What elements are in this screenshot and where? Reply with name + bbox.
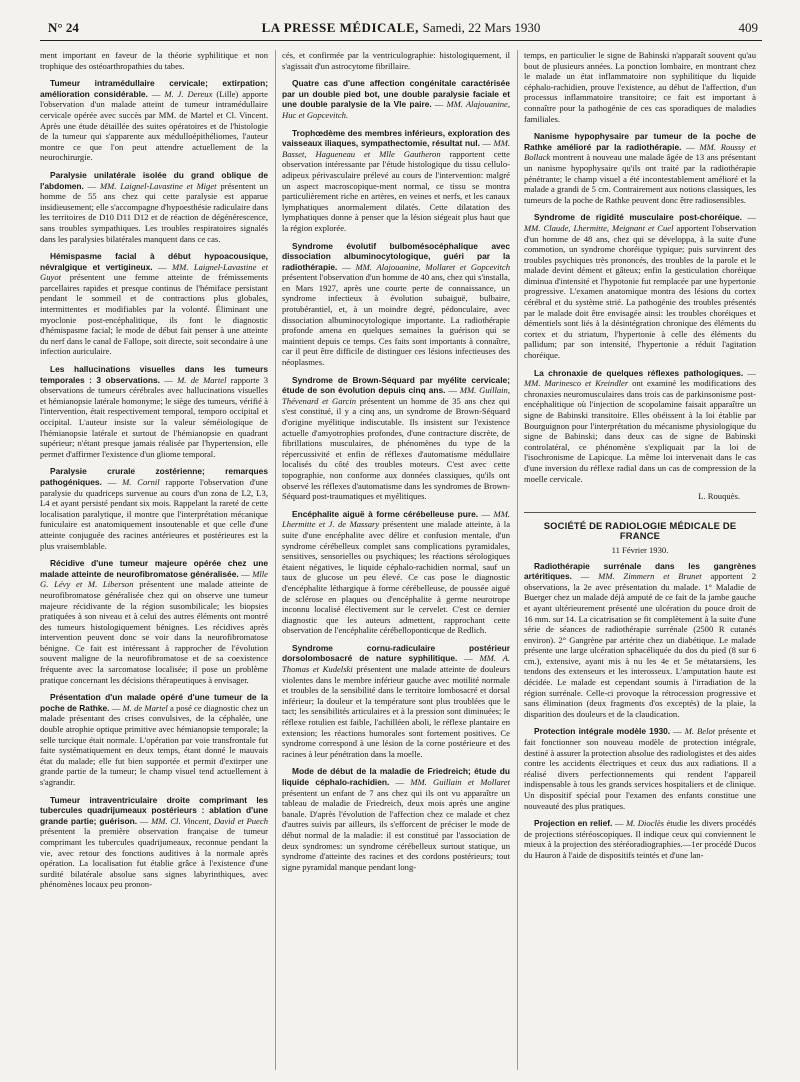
entry-heading: Présentation d'un malade opéré d'une tumeur de la poche de Rathke. (40, 692, 268, 713)
report-entry: Quatre cas d'une affection congénitale caractérisée par un double pied bot, une double paralysie faciale et une double paralysie de la VIe paire. — MM. Alajouanine, Huc et Gopcevitch. (282, 78, 510, 120)
entry-heading: Tumeur intraventriculaire droite comprimant les tubercules quadrijumeaux postérieurs : ablation d'une grande partie; guérison. (40, 794, 268, 826)
entry-body: a posé ce diagnostic chez un malade présentant des crises convulsives, de la céphalée, une double atrophie optique primitive avec hémianopsie temporale; la selle turcique était normale. L'opération par voie transfrontale fut faite systématiquement en deux temps, étant donné le mauvais état du malade; elle fut bien supportée et permit d'extirper une grande partie de la tumeur; le champ visuel tend actuellement à s'agrandir. (40, 702, 268, 787)
entry-heading: Quatre cas d'une affection congénitale caractérisée par un double pied bot, une double paralysie faciale et une double paralysie de la VIe paire. (282, 78, 510, 110)
entry-authors: MM. Marinesco et Kreindler (524, 378, 629, 389)
entry-authors: MM. Zimmern et Brunet (598, 571, 702, 582)
column-3 (524, 50, 756, 1075)
report-entry: Radiothérapie surrénale dans les gangrènes artéritiques. — MM. Zimmern et Brunet apportent 2 observations, la 2e avec présentation du malade. 1° Maladie de Buerger chez un malade déjà amputé de ce fait de la jambe gauche et ayant ultérieurement présenté une ulcération du pouce droit de 16 mm. sur 14. La cicatrisation se fit complètement à la suite d'une série de séances de radiothérapie surrénale (2500 R cutanés environ). 2° Gangrène par artérite chez un diabétique. Le malade présente une large ulcération sphacéliquée du dos du pied (8 sur 6 cm.), extensive, ayant mis à nu les 4e et 5e métatarsiens, les tendons des extenseurs et les interosseux. L'amputation haute est décidée. Le malade est cependant soumis à l'irradiation de la région surrénale. Celle-ci provoque la rétrocession progressive et sans élimination (deux fragments d'os exceptés) de la plaie, la disparition des douleurs et de la claudication. (524, 560, 756, 719)
entry-heading: Syndrome évolutif bulbomésocéphalique avec dissociation albuminocytologique, guéri par la radiothérapie. (282, 240, 510, 272)
entry-body: rapportent cette observation intéressante par l'étude histologique du tissu cellulo-adipeux périvasculaire prélevé au cours de l'intervention: malgré un aspect macroscopique-ment normal, ce tissu se montra particulièrement riche en artères, en veines et nerfs, et les canaux lymphatiques anormalement dilatés. Cette dilatation des lymphatiques donne à penser que la lésion siégeait plus haut que la région explorée. (282, 148, 510, 233)
entry-heading: Paralysie unilatérale isolée du grand oblique de l'abdomen. (40, 169, 268, 191)
entry-body: présentent la première observation française de tumeur comprimant les tubercules quadrijumeaux, reconnue pendant la vie, avec retour des fonctions auditives à la normale après opération. La localisation fut établie grâce à l'existence d'une surdité bilatérale absolue sans signes labyrinthiques, avec phénomènes locaux peu pronon- (40, 826, 268, 890)
entry-authors: MM. Roussy et Bollack (524, 141, 756, 163)
column-1 (40, 50, 268, 1075)
continued-text (524, 50, 756, 124)
entry-authors: M. de Martel (177, 374, 227, 385)
entry-body: cés, et confirmée par la ventriculographie: histologiquement, il s'agissait d'un astrocytome fibrillaire. (282, 50, 510, 71)
entry-authors: M. Cornil (122, 476, 160, 487)
issue-date: Samedi, 22 Mars 1930 (422, 20, 541, 35)
entry-body: rapporte l'observation d'une paralysie du quadriceps survenue au cours d'un zona de L2, L3, L4 et ayant persisté pendant six mois. Rappelant la rareté de cette localisation paralytique, il montre que l'interprétation mécanique funiculaire est anatomiquement insoutenable et que celle d'une atteinte conjuguée des racines antérieures et postérieures est la plus vraisemblable. (40, 476, 268, 551)
report-entry: Paralysie crurale zostérienne; remarques pathogéniques. — M. Cornil rapporte l'observation d'une paralysie du quadriceps survenue au cours d'un zona de L2, L3, L4 et ayant persisté pendant six mois. Rappelant la rareté de cette localisation paralytique, il montre que l'interprétation mécanique funiculaire est anatomiquement insoutenable et que celle d'une atteinte conjuguée des racines antérieures et postérieures est la plus vraisemblable. (40, 466, 268, 551)
entry-heading: Protection intégrale modèle 1930. (534, 726, 671, 737)
running-header (40, 18, 762, 41)
report-entry: Présentation d'un malade opéré d'une tumeur de la poche de Rathke. — M. de Martel a posé ce diagnostic chez un malade présentant des crises convulsives, de la céphalée, une double atrophie optique primitive avec hémianopsie temporale; la selle turcique était normale. L'opération par voie transfrontale fut faite systématiquement en deux temps, étant donné le mauvais état du malade; elle fut bien supportée et permit d'extirper une grande partie de la tumeur; le champ visuel tend actuellement à s'agrandir. (40, 692, 268, 787)
column-2 (282, 50, 510, 1075)
entry-authors: M. J. Dereux (164, 88, 213, 99)
entry-authors: MM. Guillain et Mollaret (410, 777, 510, 787)
entry-body: présentent une malade atteinte de neurofibromatose généralisée chez qui on observe une tumeur majeure récidivante de la région susombilicale; les biopsies pratiquées à son niveau et à celui des autres éléments ont montré des tumeurs histologiquement bénignes. Les récidives après intervention peuvent donc se voir dans la neurofibromatose bénigne. Ce fait est intéressant à rapprocher de l'évolution souvent maligne de la neurofibromatose et de sa coexistence fréquente avec la sarcomatose localisée; il pose un problème pratique concernant les décisions thérapeutiques à envisager. (40, 579, 268, 685)
entry-authors: M. Belot (684, 726, 716, 737)
session-date: 11 Février 1930. (611, 544, 669, 555)
entry-body: (Lille) apporte l'observation d'un malade atteint de tumeur intramédullaire cervicale opérée avec succès par MM. de Martel et Cl. Vincent. Après une étude détaillée des suites opératoires et de l'histologie de la tumeur qui s'apparente aux médulloépithéliomes, l'auteur montre ce que l'on peut attendre actuellement de la neurochirurgie. (40, 88, 268, 163)
report-entry: Encéphalite aiguë à forme cérébelleuse pure. — MM. Lhermitte et J. de Massary présentent une malade atteinte, à la suite d'une encéphalite avec délire et confusion mentale, d'un syndrome cérébelleux complet sans complications pyramidales, sensitives, sensorielles ou psychiques; les réactions sérologiques étaient négatives, le liquide céphalo-rachidien normal, sauf un taux de glucose un peu élevé. Ce cas pose le diagnostic d'encéphalite léthargique à forme cérébelleuse, de poussée aiguë de sclérose en plaques ou d'encéphalite à germe neurotrope inconnu localisé électivement sur le cervelet. C'est ce dernier diagnostic que les auteurs admettent, rapprochant cette observation de l'encéphalite cérébelloponticque de Redlich. (282, 508, 510, 636)
report-entry: Tumeur intraventriculaire droite comprimant les tubercules quadrijumeaux postérieurs : ablation d'une grande partie; guérison. — MM. Cl. Vincent, David et Puech présentent la première observation française de tumeur comprimant les tubercules quadrijumeaux, reconnue pendant la vie, avec retour des fonctions auditives à la normale après opération. La localisation fut établie grâce à l'existence d'une surdité bilatérale absolue sans signes labyrinthiques, avec phénomènes locaux peu pronon- (40, 794, 268, 890)
report-entry: Hémispasme facial à début hypoacousique, névralgique et vertigineux. — MM. Laignel-Lavastine et Guyot présentent une femme atteinte de frémissements parcellaires rapides et presque continus de l'hémiface persistant pendant le sommeil et de contractions plus globales, intermittentes et modifiables par la volonté. Éliminant une myoclonie post-encéphalitique, ils font le diagnostic d'hémispasme facial; le mode de début fait penser à une atteinte du nerf dans le canal de Fallope, soit directe, soit secondaire à une infection auriculaire. (40, 251, 268, 357)
entry-body: apportent 2 observations, la 2e avec présentation du malade. 1° Maladie de Buerger chez un malade déjà amputé de ce fait de la jambe gauche et ayant ultérieurement présenté une ulcération du pouce droit de 16 mm. sur 14. La cicatrisation se fit complètement à la suite d'une série de séances de radiothérapie surrénale (2500 R cutanés environ). 2° Gangrène par artérite chez un diabétique. Le malade présente une large ulcération sphacéliquée du dos du pied (8 sur 6 cm.), extensive, ayant mis à nu les 4e et 5e métatarsiens, les tendons des extenseurs et les interosseux. L'amputation haute est décidée. Le malade est cependant soumis à l'irradiation de la région surrénale. Celle-ci provoque la rétrocession progressive et sans élimination (deux fragments d'os exceptés) de la plaie, la disparition des douleurs et de la claudication. (524, 571, 756, 719)
page-number: 409 (738, 20, 758, 35)
entry-heading: Paralysie crurale zostérienne; remarques pathogéniques. (40, 466, 268, 487)
entry-authors: MM. Guillain, Thévenard et Garcin (282, 385, 510, 406)
report-entry: La chronaxie de quelques réflexes pathologiques. — MM. Marinesco et Kreindler ont examiné les modifications des chronaxies neuromusculaires dans trois cas de parkinsonisme post-encéphalitique où l'injection de scopolamine faisait apparaître un signe de Babinski transitoire. Elles obéissent à la loi établie par Bourguignon pour l'interprétation du mécanisme physiologique du signe de Babinski; dans deux cas de signe de Babinski controlatéral, ce phénomène s'expliquait par la loi de l'isochronisme de Lapicque. La même loi intervenait dans le cas d'une inversion du réflexe radial dans un cas de compression de la moelle cervicale. (524, 367, 756, 484)
society-heading: SOCIÉTÉ DE RADIOLOGIE MÉDICALE DE FRANCE (543, 519, 737, 542)
entry-authors: MM. Alajouanine, Huc et Gopcevitch. (282, 99, 510, 120)
entry-heading: Syndrome cornu-radiculaire postérieur dorsolombosacré de nature syphilitique. (282, 642, 510, 664)
journal-title: LA PRESSE MÉDICALE, (261, 20, 419, 35)
entry-body: ment important en faveur de la théorie syphilitique et non trophique des ostéoarthropathies du tabes. (40, 50, 268, 71)
entry-authors: Mlle G. Lévy et M. Liberson (40, 568, 268, 590)
entry-body: ont examiné les modifications des chronaxies neuromusculaires dans trois cas de parkinsonisme post-encéphalitique où l'injection de scopolamine faisait apparaître un signe de Babinski transitoire. Elles obéissent à la loi établie par Bourguignon pour l'interprétation du mécanisme physiologique du signe de Babinski; dans deux cas de signe de Babinski controlatéral, ce phénomène s'expliquait par la loi de l'isochronisme de Lapicque. La même loi intervenait dans le cas d'une inversion du réflexe radial dans un cas de compression de la moelle cervicale. (524, 378, 756, 484)
report-entry: Trophœdème des membres inférieurs, exploration des vaisseaux iliaques, sympathectomie, résultat nul. — MM. Basset, Hagueneau et Mlle Gautheron rapportent cette observation intéressante par l'étude histologique du tissu cellulo-adipeux périvasculaire prélevé au cours de l'intervention: malgré un aspect macroscopique-ment normal, ce tissu se montra particulièrement riche en artères, en veines et nerfs, et les canaux lymphatiques anormalement dilatés. Cette dilatation des lymphatiques donne à penser que la lésion siégeait plus haut que la région explorée. (282, 127, 510, 233)
entry-body: présentent une malade atteinte, à la suite d'une encéphalite avec délire et confusion mentale, d'un syndrome cérébelleux complet sans complications pyramidales, sensitives, sensorielles ou psychiques; les réactions sérologiques étaient négatives, le liquide céphalo-rachidien normal, sauf un taux de glucose un peu élevé. Ce cas pose le diagnostic d'encéphalite léthargique à forme cérébelleuse, de poussée aiguë de sclérose en plaques ou d'encéphalite à germe neurotrope inconnu localisé électivement sur le cervelet. C'est ce dernier diagnostic que les auteurs admettent, rapprochant cette observation de l'encéphalite cérébelloponticque de Redlich. (282, 519, 510, 636)
report-entry: Syndrome évolutif bulbomésocéphalique avec dissociation albuminocytologique, guéri par la radiothérapie. — MM. Alajouanine, Mollaret et Gopcevitch présentent l'observation d'un homme de 40 ans, chez qui s'installa, en Mars 1927, après une courte perte de connaissance, un syndrome infectieux à évolution subaiguë, bulbaire, protubérantiel, et, à un moindre degré, pédonculaire, avec dissociation albuminocytologique importante. La radiothérapie profonde amena en quelques semaines la guérison qui se maintient depuis ce temps. Ces faits sont importants à connaître, car il peut être difficile de distinguer ces lésions infectieuses des néoplasmes. (282, 240, 510, 368)
continued-text (282, 50, 510, 71)
entry-authors: M. Dioclès (625, 818, 664, 829)
report-entry: Paralysie unilatérale isolée du grand oblique de l'abdomen. — MM. Laignel-Lavastine et Miget présentent un homme de 55 ans chez qui cette paralysie est apparue insidieusement; elle s'accompagne d'hypoesthésie radiculaire dans les territoires de D10 D11 D12 et de réaction de dégénérescence, sans troubles sympathiques. Les troubles respiratoires signalés dans les paralysies bilatérales manquent dans ce cas. (40, 169, 268, 244)
journal-title-line (40, 20, 762, 36)
entry-authors: M. de Martel (122, 702, 168, 713)
report-entry: Syndrome de rigidité musculaire post-choréique. — MM. Claude, Lhermitte, Meignant et Cuel apportent l'observation d'un homme de 48 ans, chez qui se développa, à la suite d'une commotion, un syndrome choréique typique; puis survinrent des troubles psychiques très prononcés, des troubles de la parole et le malade devint dément et gâteux; enfin la gesticulation choréique diminua d'intensité et l'hypotonie fut remplacée par une hypertonie progressive. L'examen anatomique montra des lésions du cortex cérébral et du système strié. La pathogénie des troubles présentés par le malade doit être envisagée ainsi: les troubles choréiques et démentiels sont liés à la désintégration chronique des éléments du cortex et du striatum, l'hypertonie à celle des éléments du pallidum; par son intensité, l'hypertonie a réduit l'agitation choréique. (524, 212, 756, 361)
report-entry: Récidive d'une tumeur majeure opérée chez une malade atteinte de neurofibromatose généralisée. — Mlle G. Lévy et M. Liberson présentent une malade atteinte de neurofibromatose généralisée chez qui on observe une tumeur majeure récidivante de la région susombilicale; les biopsies pratiquées à son niveau et à celui des autres éléments ont montré des tumeurs histologiquement bénignes. Les récidives après intervention peuvent donc se voir dans la neurofibromatose bénigne. Ce fait est intéressant à rapprocher de l'évolution souvent maligne de la neurofibromatose et de sa coexistence fréquente avec la sarcomatose localisée; il pose un problème pratique concernant les décisions thérapeutiques à envisager. (40, 558, 268, 685)
entry-body: présentent une femme atteinte de frémissements parcellaires rapides et presque continus de l'hémiface persistant pendant le sommeil et de contractions plus globales, intermittentes et modifiables par la volonté. Éliminant une myoclonie post-encéphalitique, ils font le diagnostic d'hémispasme facial; le mode de début fait penser à une atteinte du nerf dans le canal de Fallope, soit directe, soit secondaire à une infection auriculaire. (40, 272, 268, 357)
column-rule (517, 50, 518, 1070)
report-entry: Mode de début de la maladie de Friedreich; étude du liquide céphalo-rachidien. — MM. Guillain et Mollaret présentent un enfant de 7 ans chez qui ils ont vu apparaître un tableau de maladie de Friedreich, deux mois après une angine banale. D'après l'évolution de l'affection chez ce malade et chez d'autres suivis par ailleurs, ils s'efforcent de préciser le mode de début normal de la maladie: il est constitué par l'association de deux syndromes: un syndrome cérébelleux surtout statique, un syndrome d'atteinte des racines et des cordons postérieurs; tout signe pyramidal manque pendant long- (282, 766, 510, 872)
entry-heading: La chronaxie de quelques réflexes pathologiques. (534, 367, 744, 378)
entry-body: présentent l'observation d'un homme de 40 ans, chez qui s'installa, en Mars 1927, après une courte perte de connaissance, un syndrome infectieux à évolution subaiguë, bulbaire, protubérantiel, et, à un moindre degré, pédonculaire, avec dissociation albuminocytologique importante. La radiothérapie profonde amena en quelques semaines la guérison qui se maintient depuis ce temps. Ces faits sont importants à connaître, car il peut être difficile de distinguer ces lésions infectieuses des néoplasmes. (282, 272, 510, 368)
entry-heading: Syndrome de Brown-Séquard par myélite cervicale; étude de son évolution depuis cinq ans. (282, 374, 510, 396)
entry-authors: MM. Cl. Vincent, David et Puech (151, 815, 268, 826)
entry-heading: Hémispasme facial à début hypoacousique, névralgique et vertigineux. (40, 251, 268, 272)
entry-authors: MM. Alajouanine, Mollaret et Gopcevitch (355, 261, 510, 272)
entry-body: montrent à nouveau une malade âgée de 13 ans présentant un nanisme hypophysaire qu'ils ont traité par la radiothérapie pénétrante; le champ visuel a été incontestablement amélioré et la malade a grandi de 5 cm. Contrairement aux notions classiques, les tumeurs de la poche de Rathke peuvent donc être radiosensibles. (524, 152, 756, 205)
section-divider (524, 512, 756, 513)
report-entry: Syndrome de Brown-Séquard par myélite cervicale; étude de son évolution depuis cinq ans. — MM. Guillain, Thévenard et Garcin présentent un homme de 35 ans chez qui s'est constitué, il y a cinq ans, un syndrome de Brown-Séquard d'origine myélitique indiscutable. Ils insistent sur l'existence actuelle d'amyotrophies profondes, d'une contracture discrète, de fibrillations musculaires, de phénomènes du type de la répercussivité et enfin de réflexes d'automatisme médullaire localisés du côté des troubles moteurs. C'est avec cette topographie, non conforme aux données classiques, qu'ils ont observé les réflexes d'automatisme dans les syndromes de Brown-Séquard post-traumatiques et myélitiques. (282, 374, 510, 502)
report-entry: Syndrome cornu-radiculaire postérieur dorsolombosacré de nature syphilitique. — MM. A. Thomas et Kudelski présentent une malade atteinte de douleurs violentes dans le membre inférieur gauche avec motilité normale et troubles de la sensibilité dans le territoire lombosacré et dorsal inférieur; la douleur et la température sont plus troublées que le tact; les sensibilités articulaires et à la pression sont diminuées; le réflexe rotulien est faible, l'achilléen aboli, le réflexe plantaire en extension; les réactions humorales sont fortement positives. Ce syndrome correspond à une lésion de la corne postérieure et des racines à leur pénétration dans la moelle. (282, 642, 510, 759)
entry-body: apportent l'observation d'un homme de 48 ans, chez qui se développa, à la suite d'une commotion, un syndrome choréique typique; puis survinrent des troubles psychiques très prononcés, des troubles de la parole et le malade devint dément et gâteux; enfin la gesticulation choréique diminua d'intensité et l'hypotonie fut remplacée par une hypertonie progressive. L'examen anatomique montra des lésions du cortex cérébral et du système strié. La pathogénie des troubles présentés par le malade doit être envisagée ainsi: les troubles choréiques et démentiels sont liés à la désintégration chronique des éléments du cortex et du striatum, l'hypertonie à celle des éléments du pallidum; par son intensité, l'hypertonie a réduit l'agitation choréique. (524, 222, 756, 361)
entry-heading: Mode de début de la maladie de Friedreich; étude du liquide céphalo-rachidien. (282, 766, 510, 787)
entry-authors: MM. Claude, Lhermitte, Meignant et Cuel (524, 222, 674, 233)
entry-heading: Tumeur intramédullaire cervicale; extirpation; amélioration considérable. (40, 78, 268, 99)
entry-heading: Encéphalite aiguë à forme cérébelleuse pure. (292, 508, 479, 519)
entry-authors: MM. Laignel-Lavastine et Miget (100, 180, 217, 191)
entry-body: présentent un homme de 55 ans chez qui cette paralysie est apparue insidieusement; elle s'accompagne d'hypoesthésie radiculaire dans les territoires de D10 D11 D12 et de réaction de dégénérescence, sans troubles sympathiques. Les troubles respiratoires signalés dans les paralysies bilatérales manquent dans ce cas. (40, 180, 268, 244)
report-entry: Projection en relief. — M. Dioclès étudie les divers procédés de projections stéréoscopiques. Il indique ceux qui conviennent le mieux à la projection des stéréoradiographies.—1er procédé Ducos du Hauron à l'aide de dispositifs teintés et d'une lan- (524, 818, 756, 860)
entry-body: présente et fait fonctionner son nouveau modèle de protection intégrale, destiné à assurer la protection absolue des radiologistes et des aides contre les accidents électriques et ceux dus aux radiations. Il a réalisé divers perfectionnements qui rendent l'appareil indispensable à tous les grands services hospitaliers et de clinique. Un dispositif spécial pour l'examen des enfants constitue une nouveauté des plus pratiques. (524, 726, 756, 811)
entry-authors: MM. Lhermitte et J. de Massary (282, 508, 510, 530)
entry-authors: MM. Laignel-Lavastine et Guyot (40, 261, 268, 283)
entry-body: étudie les divers procédés de projections stéréoscopiques. Il indique ceux qui conviennent le mieux à la projection des stéréoradiographies.—1er procédé Ducos du Hauron à l'aide de dispositifs teintés et d'une lan- (524, 818, 756, 860)
entry-heading: Trophœdème des membres inférieurs, exploration des vaisseaux iliaques, sympathectomie, résultat nul. (282, 127, 510, 149)
report-entry: Tumeur intramédullaire cervicale; extirpation; amélioration considérable. — M. J. Dereux (Lille) apporte l'observation d'un malade atteint de tumeur intramédullaire cervicale opérée avec succès par MM. de Martel et Cl. Vincent. Après une étude détaillée des suites opératoires et de l'histologie de la tumeur qui s'apparente aux médulloépithéliomes, l'auteur montre ce que l'on peut attendre actuellement de la neurochirurgie. (40, 78, 268, 163)
report-entry: Les hallucinations visuelles dans les tumeurs temporales : 3 observations. — M. de Martel rapporte 3 observations de tumeurs cérébrales avec hallucinations visuelles et hémianopsie latérale homonyme; le siège des tumeurs, vérifié à l'intervention, était respectivement temporal, temporo occipital et occipital. L'auteur insiste sur la valeur séméiologique de l'hémianopsie latérale et surtout de l'hémianopsie en quadrant supérieur; n'étant presque jamais réalisée par l'hypertension, elle permet d'affirmer l'existence d'un gliome temporal. (40, 364, 268, 459)
continued-text (40, 50, 268, 71)
issue-number: N° 24 (48, 20, 79, 35)
entry-body: présentent un homme de 35 ans chez qui s'est constitué, il y a cinq ans, un syndrome de Brown-Séquard d'origine myélitique indiscutable. Ils insistent sur l'existence actuelle d'amyotrophies profondes, d'une contracture discrète, de fibrillations musculaires, de phénomènes du type de la répercussivité et enfin de réflexes d'automatisme médullaire localisés du côté des troubles moteurs. C'est avec cette topographie, non conforme aux données classiques, qu'ils ont observé les réflexes d'automatisme dans les syndromes de Brown-Séquard post-traumatiques et myélitiques. (282, 395, 510, 502)
report-entry: Protection intégrale modèle 1930. — M. Belot présente et fait fonctionner son nouveau modèle de protection intégrale, destiné à assurer la protection absolue des radiologistes et des aides contre les accidents électriques et ceux dus aux radiations. Il a réalisé divers perfectionnements qui rendent l'appareil indispensable à tous les grands services hospitaliers et de clinique. Un dispositif spécial pour l'examen des enfants constitue une nouveauté des plus pratiques. (524, 726, 756, 811)
entry-heading: Récidive d'une tumeur majeure opérée chez une malade atteinte de neurofibromatose généralisée. (40, 558, 268, 579)
entry-body: rapporte 3 observations de tumeurs cérébrales avec hallucinations visuelles et hémianopsie latérale homonyme; le siège des tumeurs, vérifié à l'intervention, était respectivement temporal, temporo occipital et occipital. L'auteur insiste sur la valeur séméiologique de l'hémianopsie latérale et surtout de l'hémianopsie en quadrant supérieur; n'étant presque jamais réalisée par l'hypertension, elle permet d'affirmer l'existence d'un gliome temporal. (40, 374, 268, 459)
entry-body: présentent une malade atteinte de douleurs violentes dans le membre inférieur gauche avec motilité normale et troubles de la sensibilité dans le territoire lombosacré et dorsal inférieur; la douleur et la température sont plus troublées que le tact; les sensibilités articulaires et à la pression sont diminuées; le réflexe rotulien est faible, l'achilléen aboli, le réflexe plantaire en extension; les réactions humorales sont fortement positives. Ce syndrome correspond à une lésion de la corne postérieure et des racines à leur pénétration dans la moelle. (282, 664, 510, 759)
entry-heading: Nanisme hypophysaire par tumeur de la poche de Rathke amélioré par la radiothérapie. (524, 131, 756, 152)
author-signature: L. Rouquès. (698, 491, 740, 502)
entry-heading: Les hallucinations visuelles dans les tumeurs temporales : 3 observations. (40, 364, 268, 385)
report-entry: Nanisme hypophysaire par tumeur de la poche de Rathke amélioré par la radiothérapie. — MM. Roussy et Bollack montrent à nouveau une malade âgée de 13 ans présentant un nanisme hypophysaire qu'ils ont traité par la radiothérapie pénétrante; le champ visuel a été incontestablement amélioré et la malade a grandi de 5 cm. Contrairement aux notions classiques, les tumeurs de la poche de Rathke peuvent donc être radiosensibles. (524, 131, 756, 205)
entry-authors: MM. A. Thomas et Kudelski (282, 653, 510, 675)
entry-heading: Syndrome de rigidité musculaire post-choréique. (534, 212, 742, 223)
entry-heading: Projection en relief. (534, 818, 613, 829)
column-rule (275, 50, 276, 1070)
entry-body: temps, en particulier le signe de Babinski n'apparaît souvent qu'au bout de plusieurs années. La ponction lombaire, en montrant chez le malade un état inflammatoire non syphilitique du liquide céphalo-rachidien, prouve l'existence, au début de l'affection, d'un processus inflammatoire transitoire; ce fait est important à connaître pour la pathogénie de ces cas sporadiques de maladies familiales. (524, 50, 756, 124)
entry-heading: Radiothérapie surrénale dans les gangrènes artéritiques. (524, 560, 756, 582)
entry-body: présentent un enfant de 7 ans chez qui ils ont vu apparaître un tableau de maladie de Friedreich, deux mois après une angine banale. D'après l'évolution de l'affection chez ce malade et chez d'autres suivis par ailleurs, ils s'efforcent de préciser le mode de début normal de la maladie: il est constitué par l'association de deux syndromes: un syndrome cérébelleux surtout statique, un syndrome d'atteinte des racines et des cordons postérieurs; tout signe pyramidal manque pendant long- (282, 787, 510, 872)
entry-authors: MM. Basset, Hagueneau et Mlle Gautheron (282, 138, 510, 159)
